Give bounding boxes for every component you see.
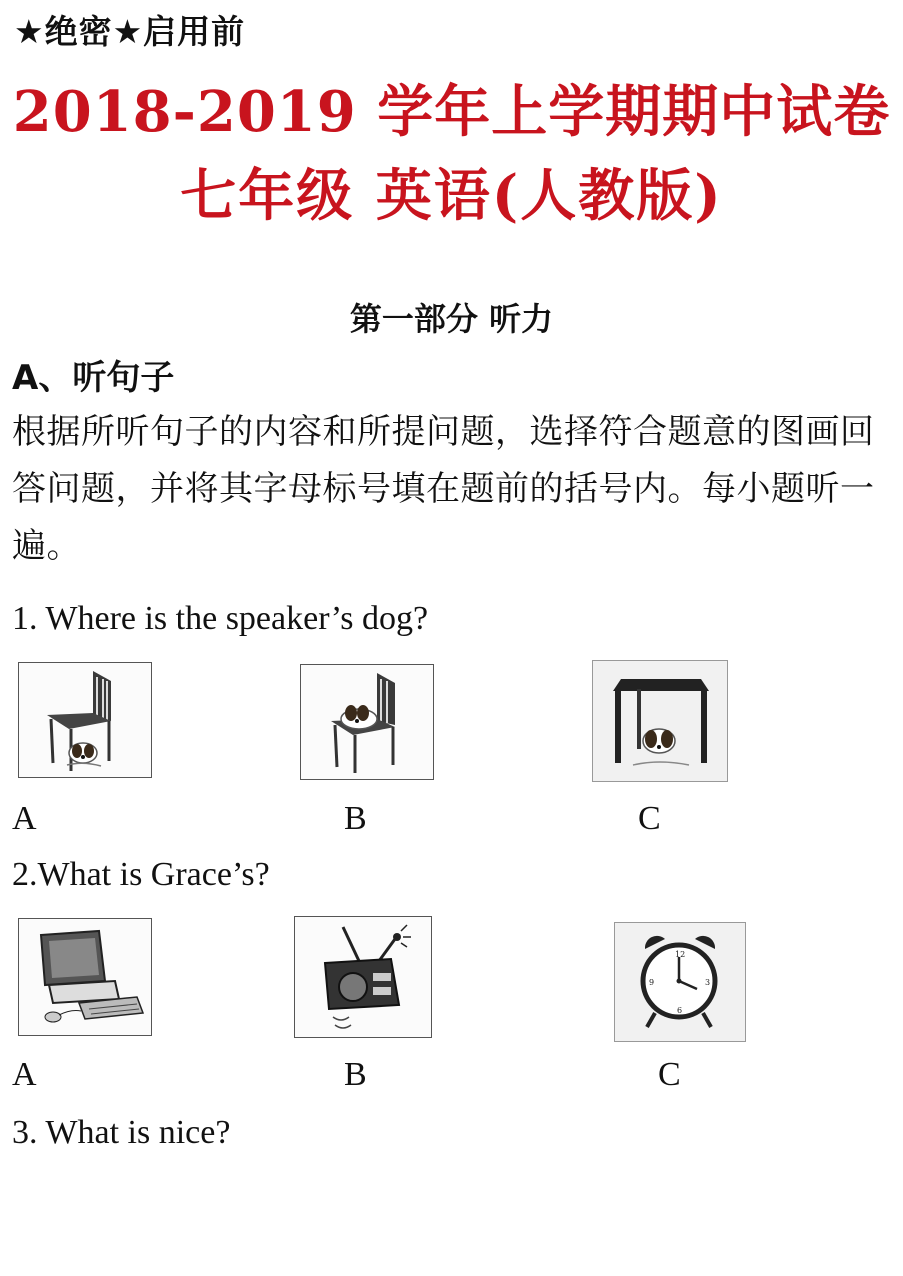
alarm-clock-image [615, 923, 744, 1040]
option-2a-picture [18, 918, 152, 1036]
dog-on-chair-image [301, 665, 432, 778]
dog-under-chair-image [19, 663, 150, 776]
dog-under-table-image [593, 661, 726, 780]
section-instruction: 根据所听句子的内容和所提问题，选择符合题意的图画回答问题，并将其字母标号填在题前的括号内。每小题听一遍。 [12, 412, 875, 566]
question-2: 2.What is Grace’s? [12, 856, 270, 893]
exam-title: 2018-2019 学年上学期期中试卷 [12, 79, 891, 145]
option-2c-label: C [658, 1056, 681, 1093]
exam-subtitle: 七年级 英语(人教版) [180, 163, 723, 229]
part-title: 第一部分 听力 [349, 300, 554, 338]
option-1b-picture [300, 664, 434, 780]
section-title: A、听句子 [12, 358, 175, 398]
option-1a-label: A [12, 800, 37, 837]
option-1c-label: C [638, 800, 661, 837]
svg-text:9: 9 [649, 978, 655, 987]
svg-text:3: 3 [705, 978, 711, 987]
svg-text:6: 6 [677, 1006, 683, 1015]
option-1a-picture [18, 662, 152, 778]
computer-image [19, 919, 150, 1034]
option-2a-label: A [12, 1056, 37, 1093]
option-1b-label: B [344, 800, 367, 837]
confidential-label: ★绝密★启用前 [14, 12, 246, 51]
radio-image [295, 917, 430, 1036]
question-3: 3. What is nice? [12, 1114, 231, 1151]
option-2b-label: B [344, 1056, 367, 1093]
question-1: 1. Where is the speaker’s dog? [12, 600, 429, 637]
option-2c-picture [614, 922, 746, 1042]
svg-text:12: 12 [675, 950, 686, 959]
option-2b-picture [294, 916, 432, 1038]
option-1c-picture [592, 660, 728, 782]
